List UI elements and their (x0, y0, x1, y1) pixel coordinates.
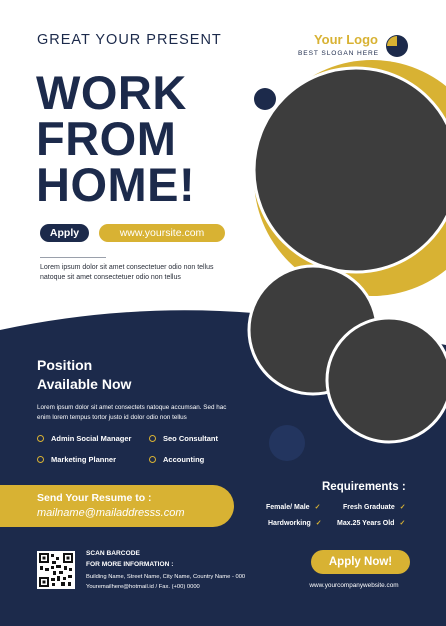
resume-band (0, 485, 234, 527)
decor-dot-logo-accent (387, 36, 397, 46)
headline-line: HOME! (36, 158, 196, 211)
circle-bullet-icon (37, 435, 44, 442)
requirement-item (268, 519, 322, 527)
company-website-link[interactable]: www.yourcompanywebsite.com (309, 582, 399, 589)
photo-placeholder-large (254, 68, 446, 272)
qr-code[interactable] (37, 551, 75, 589)
website-link[interactable]: www.yoursite.com (99, 224, 225, 242)
headline-line: FROM (36, 112, 177, 165)
photo-placeholder-small (327, 318, 446, 442)
position-description: Lorem ipsum dolor sit amet consectets natoque accumsan. Sed hac enim lorem tempus tortor justo id dolor odio non tellus (37, 404, 227, 421)
requirement-label: Female/ Male (266, 503, 310, 511)
resume-title: Send Your Resume to : (37, 492, 152, 504)
requirement-item (337, 519, 405, 527)
check-icon: ✓ (315, 520, 322, 527)
check-icon: ✓ (399, 520, 406, 527)
requirements-title: Requirements : (322, 481, 406, 493)
job-label: Seo Consultant (163, 434, 219, 443)
job-label: Accounting (163, 455, 205, 464)
headline-line: WORK (36, 66, 187, 119)
check-icon: ✓ (314, 504, 321, 511)
resume-email[interactable]: mailname@mailaddresss.com (37, 507, 185, 519)
position-title-line: Available Now (37, 376, 132, 392)
intro-text: Lorem ipsum dolor sit amet consectetuer odio non tellus natoque sit amet consectetuer odio non tellus (40, 264, 214, 281)
apply-now-button[interactable]: Apply Now! (311, 550, 410, 574)
job-label: Marketing Planner (51, 455, 117, 464)
job-item (37, 455, 116, 464)
apply-button[interactable]: Apply (40, 224, 89, 242)
address-line: Building Name, Street Name, City Name, Country Name - 000 (86, 574, 246, 580)
job-item (149, 455, 204, 464)
job-item (37, 434, 131, 443)
circle-bullet-icon (37, 456, 44, 463)
qr-code-icon (39, 553, 73, 587)
requirement-item (343, 503, 406, 511)
requirement-item (266, 503, 320, 511)
headline (36, 66, 276, 211)
requirement-label: Fresh Graduate (343, 503, 395, 511)
position-title-line: Position (37, 357, 93, 373)
scan-title (86, 548, 173, 570)
decor-dot-band (269, 425, 305, 461)
tagline: GREAT YOUR PRESENT (37, 32, 222, 48)
scan-title-line: SCAN BARCODE (86, 550, 140, 557)
requirement-label: Max.25 Years Old (337, 519, 395, 527)
requirement-label: Hardworking (268, 519, 311, 527)
circle-bullet-icon (149, 435, 156, 442)
check-icon: ✓ (399, 504, 406, 511)
address-line: Youremailhere@hotmail.id / Fax. (+00) 0000 (86, 584, 200, 590)
job-item (149, 434, 218, 443)
divider (40, 257, 106, 258)
logo-name: Your Logo (313, 32, 378, 47)
logo (298, 32, 378, 57)
address (86, 572, 245, 592)
scan-title-line: FOR MORE INFORMATION : (86, 561, 174, 568)
position-title (37, 356, 131, 394)
logo-slogan: BEST SLOGAN HERE (298, 50, 379, 57)
circle-bullet-icon (149, 456, 156, 463)
job-label: Admin Social Manager (51, 434, 132, 443)
